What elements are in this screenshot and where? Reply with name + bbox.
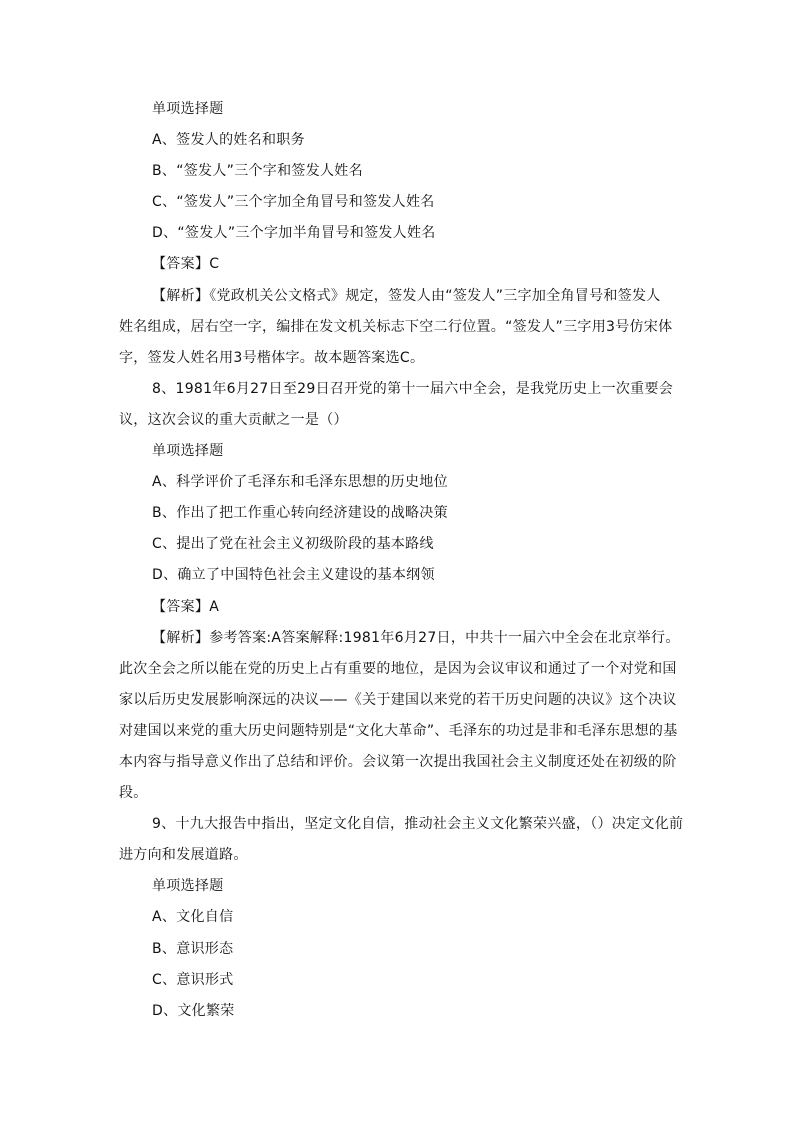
document-page	[119, 94, 689, 1027]
option-b: B、“签发人”三个字和签发人姓名	[152, 163, 363, 180]
option-b: B、意识形态	[152, 940, 234, 957]
question-type: 单项选择题	[152, 443, 224, 460]
answer: 【答案】A	[152, 598, 220, 615]
analysis-line: 对建国以来党的重大历史问题特别是“文化大革命”、毛泽东的功过是非和毛泽东思想的基	[119, 722, 678, 739]
option-a: A、文化自信	[152, 909, 234, 926]
option-d: D、确立了中国特色社会主义建设的基本纲领	[152, 567, 435, 584]
question-text: 8、1981年6月27日至29日召开党的第十一届六中全会，是我党历史上一次重要会	[152, 380, 674, 397]
question-type: 单项选择题	[152, 101, 224, 117]
analysis-line: 段。	[119, 785, 148, 802]
question-text: 9、十九大报告中指出，坚定文化自信，推动社会主义文化繁荣兴盛，（）决定文化前	[152, 816, 684, 833]
analysis-line: 【解析】参考答案:A答案解释:1981年6月27日，中共十一届六中全会在北京举行。	[152, 629, 680, 646]
question-text: 议，这次会议的重大贡献之一是（）	[119, 411, 348, 428]
option-a: A、签发人的姓名和职务	[152, 132, 305, 149]
question-text: 进方向和发展道路。	[119, 847, 248, 864]
analysis-line: 本内容与指导意义作出了总结和评价。会议第一次提出我国社会主义制度还处在初级的阶	[119, 753, 677, 770]
option-d: D、文化繁荣	[152, 1002, 235, 1019]
analysis-line: 姓名组成，居右空一字，编排在发文机关标志下空二行位置。“签发人”三字用3号仿宋体	[119, 318, 673, 335]
option-c: C、“签发人”三个字加全角冒号和签发人姓名	[152, 194, 435, 211]
analysis-line: 家以后历史发展影响深远的决议——《关于建国以来党的若干历史问题的决议》这个决议	[119, 691, 677, 708]
question-type: 单项选择题	[152, 878, 224, 895]
analysis-line: 此次全会之所以能在党的历史上占有重要的地位，是因为会议审议和通过了一个对党和国	[119, 660, 677, 677]
option-b: B、作出了把工作重心转向经济建设的战略决策	[152, 505, 448, 522]
option-c: C、意识形式	[152, 971, 234, 988]
option-d: D、“签发人”三个字加半角冒号和签发人姓名	[152, 225, 436, 242]
analysis-line: 字，签发人姓名用3号楷体字。故本题答案选C。	[119, 349, 425, 366]
option-a: A、科学评价了毛泽东和毛泽东思想的历史地位	[152, 474, 448, 491]
answer: 【答案】C	[152, 256, 220, 273]
analysis-line: 【解析】《党政机关公文格式》规定，签发人由“签发人”三字加全角冒号和签发人	[152, 287, 661, 304]
option-c: C、提出了党在社会主义初级阶段的基本路线	[152, 536, 434, 553]
